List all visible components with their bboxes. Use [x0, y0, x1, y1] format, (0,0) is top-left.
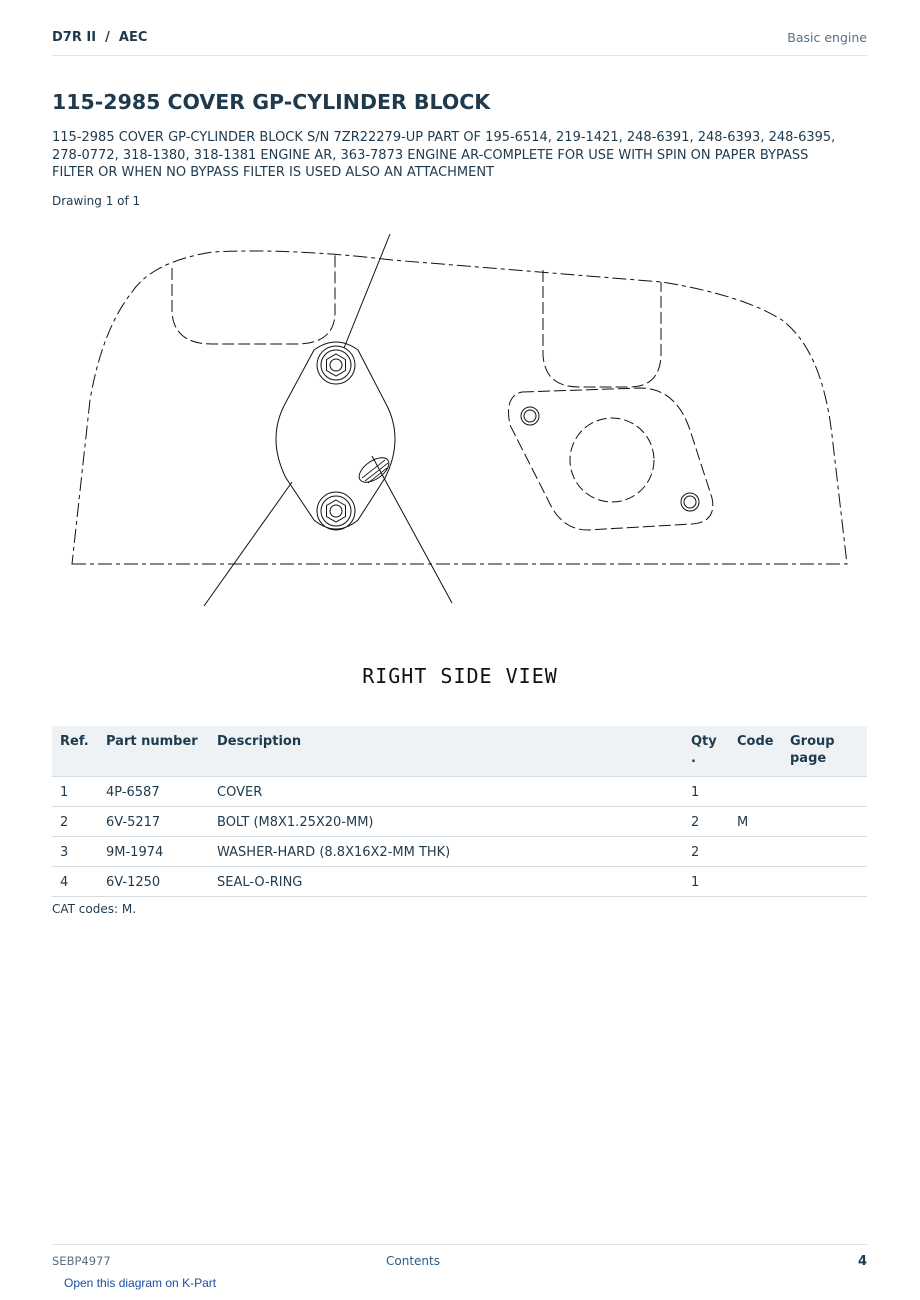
col-header-group-page: Group page [782, 726, 867, 777]
cell-ref: 4 [52, 867, 98, 897]
cell-group-page [782, 777, 867, 807]
part-description: 115-2985 COVER GP-CYLINDER BLOCK S/N 7ZR22279-UP PART OF 195-6514, 219-1421, 248-6391, 248-6393, 248-6395, 278-0772, 318-1380, 318-1381 ENGINE AR, 363-7873 ENGINE AR-COMPLETE FOR USE WITH SPIN ON PAPER BYPASS FILTER OR WHEN NO BYPASS FILTER IS USED ALSO AN ATTACHMENT [52, 130, 836, 180]
section-name: Basic engine [787, 30, 867, 45]
bolt-top [317, 346, 355, 384]
cell-group-page [782, 807, 867, 837]
cell-qty: 1 [683, 777, 729, 807]
cell-ref: 3 [52, 837, 98, 867]
cell-description: SEAL-O-RING [209, 867, 683, 897]
cell-description: BOLT (M8X1.25X20-MM) [209, 807, 683, 837]
cover-plate [276, 342, 395, 529]
cell-qty: 2 [683, 807, 729, 837]
col-header-ref: Ref. [52, 726, 98, 777]
cell-code: M [729, 807, 782, 837]
cell-code [729, 837, 782, 867]
page-header [52, 28, 867, 56]
block-outline [72, 251, 847, 564]
parts-table [52, 726, 867, 897]
right-flange [509, 388, 713, 530]
cell-code [729, 867, 782, 897]
col-header-qty: Qty . [683, 726, 729, 777]
table-header-row [52, 726, 867, 777]
right-pocket [543, 270, 661, 387]
bolt-bottom [317, 492, 355, 530]
cell-part-number: 9M-1974 [98, 837, 209, 867]
model-breadcrumb: D7R II / AEC [52, 30, 148, 45]
col-header-description: Description [209, 726, 683, 777]
leader-line-bottom-right [372, 456, 452, 603]
cell-description: COVER [209, 777, 683, 807]
leader-line-bottom-left [204, 482, 292, 606]
seal-edge [355, 453, 393, 487]
table-row [52, 777, 867, 807]
view-label: RIGHT SIDE VIEW [362, 664, 558, 688]
cell-part-number: 4P-6587 [98, 777, 209, 807]
right-port [570, 418, 654, 502]
cell-group-page [782, 867, 867, 897]
cell-qty: 1 [683, 867, 729, 897]
kpart-diagram-link[interactable]: Open this diagram on K-Part [64, 1276, 217, 1290]
cell-ref: 2 [52, 807, 98, 837]
cell-description: WASHER-HARD (8.8X16X2-MM THK) [209, 837, 683, 867]
table-row [52, 807, 867, 837]
table-row [52, 837, 867, 867]
page-title: 115-2985 COVER GP-CYLINDER BLOCK [52, 90, 491, 114]
cell-group-page [782, 837, 867, 867]
cell-part-number: 6V-1250 [98, 867, 209, 897]
contents-link[interactable]: Contents [386, 1254, 440, 1268]
cat-codes-note: CAT codes: M. [52, 902, 137, 916]
cell-qty: 2 [683, 837, 729, 867]
leader-line-top [344, 234, 390, 348]
cell-part-number: 6V-5217 [98, 807, 209, 837]
col-header-part-number: Part number [98, 726, 209, 777]
page-number: 4 [857, 1254, 867, 1269]
parts-diagram [52, 220, 867, 700]
page-footer [52, 1244, 867, 1275]
table-row [52, 867, 867, 897]
cell-ref: 1 [52, 777, 98, 807]
drawing-count: Drawing 1 of 1 [52, 194, 141, 208]
col-header-code: Code [729, 726, 782, 777]
cell-code [729, 777, 782, 807]
document-number: SEBP4977 [52, 1254, 111, 1268]
left-pocket [172, 252, 335, 344]
